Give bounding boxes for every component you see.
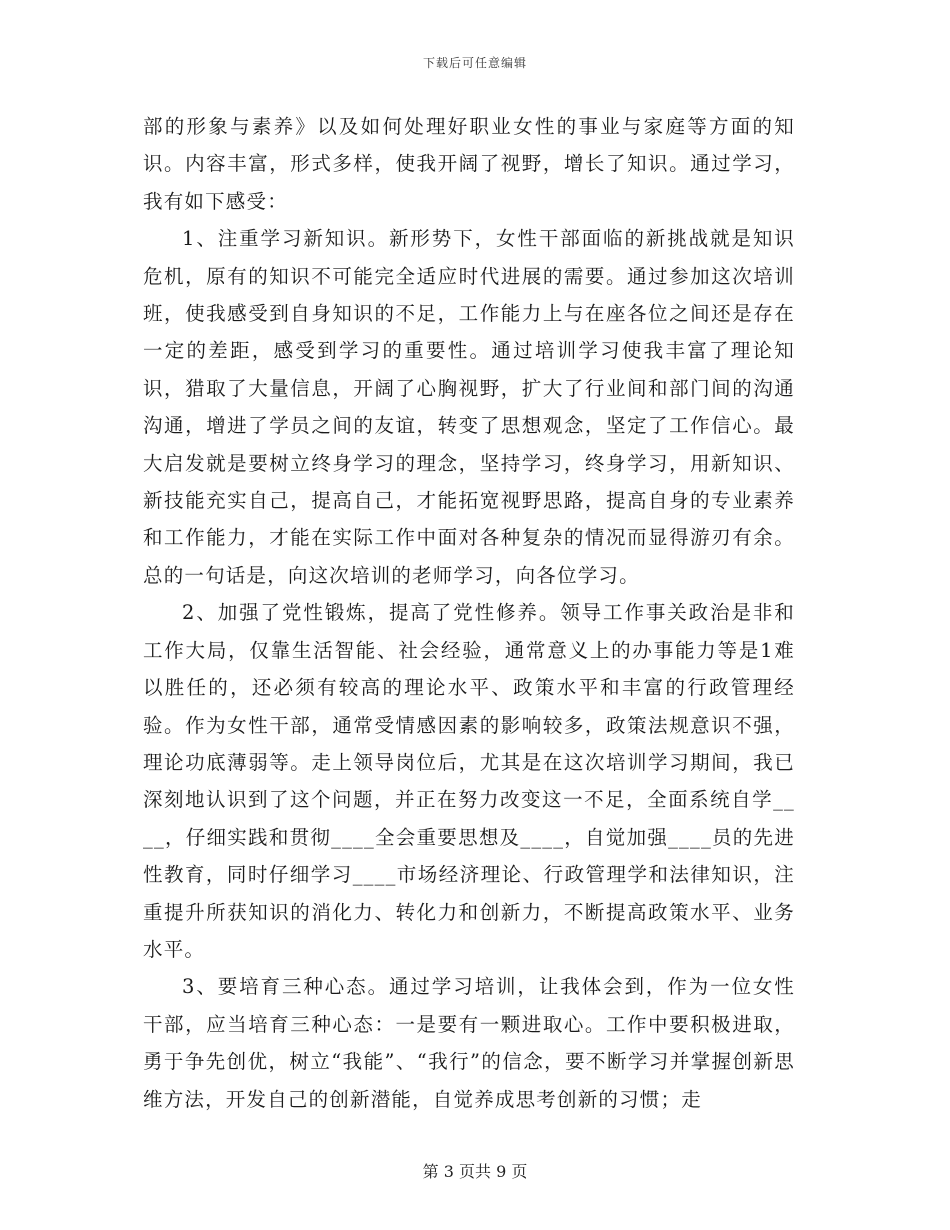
- paragraph-point-3: 3、要培育三种心态。通过学习培训，让我体会到，作为一位女性干部，应当培育三种心态：一是要有一颗进取心。工作中要积极进取，勇于争先创优，树立“我能”、“我行”的信念，要不断学习并掌握创新思维方法，开发自己的创新潜能，自觉养成思考创新的习惯；走: [143, 975, 795, 1111]
- document-body: [143, 108, 795, 1118]
- page-number: 第 3 页共 9 页: [422, 1162, 528, 1181]
- page-header-note: 下载后可任意编辑: [422, 56, 527, 70]
- paragraph-point-2: 2、加强了党性锻炼，提高了党性修养。领导工作事关政治是非和工作大局，仅靠生活智能、社会经验，通常意义上的办事能力等是1难以胜任的，还必须有较高的理论水平、政策水平和丰富的行政管理经验。作为女性干部，通常受情感因素的影响较多，政策法规意识不强，理论功底薄弱等。走上领导岗位后，尤其是在这次培训学习期间，我已深刻地认识到了这个问题，并正在努力改变这一不足，全面系统自学____，仔细实践和贯彻____全会重要思想及____，自觉加强____员的先进性教育，同时仔细学习____市场经济理论、行政管理学和法律知识，注重提升所获知识的消化力、转化力和创新力，不断提高政策水平、业务水平。: [143, 601, 795, 961]
- paragraph-continuation: 部的形象与素养》以及如何处理好职业女性的事业与家庭等方面的知识。内容丰富，形式多样，使我开阔了视野，增长了知识。通过学习，我有如下感受：: [143, 115, 795, 213]
- paragraph-point-1: 1、注重学习新知识。新形势下，女性干部面临的新挑战就是知识危机，原有的知识不可能完全适应时代进展的需要。通过参加这次培训班，使我感受到自身知识的不足，工作能力上与在座各位之间还是存在一定的差距，感受到学习的重要性。通过培训学习使我丰富了理论知识，猎取了大量信息，开阔了心胸视野，扩大了行业间和部门间的沟通沟通，增进了学员之间的友谊，转变了思想观念，坚定了工作信心。最大启发就是要树立终身学习的理念，坚持学习，终身学习，用新知识、新技能充实自己，提高自己，才能拓宽视野思路，提高自身的专业素养和工作能力，才能在实际工作中面对各种复杂的情况而显得游刃有余。总的一句话是，向这次培训的老师学习，向各位学习。: [143, 227, 795, 587]
